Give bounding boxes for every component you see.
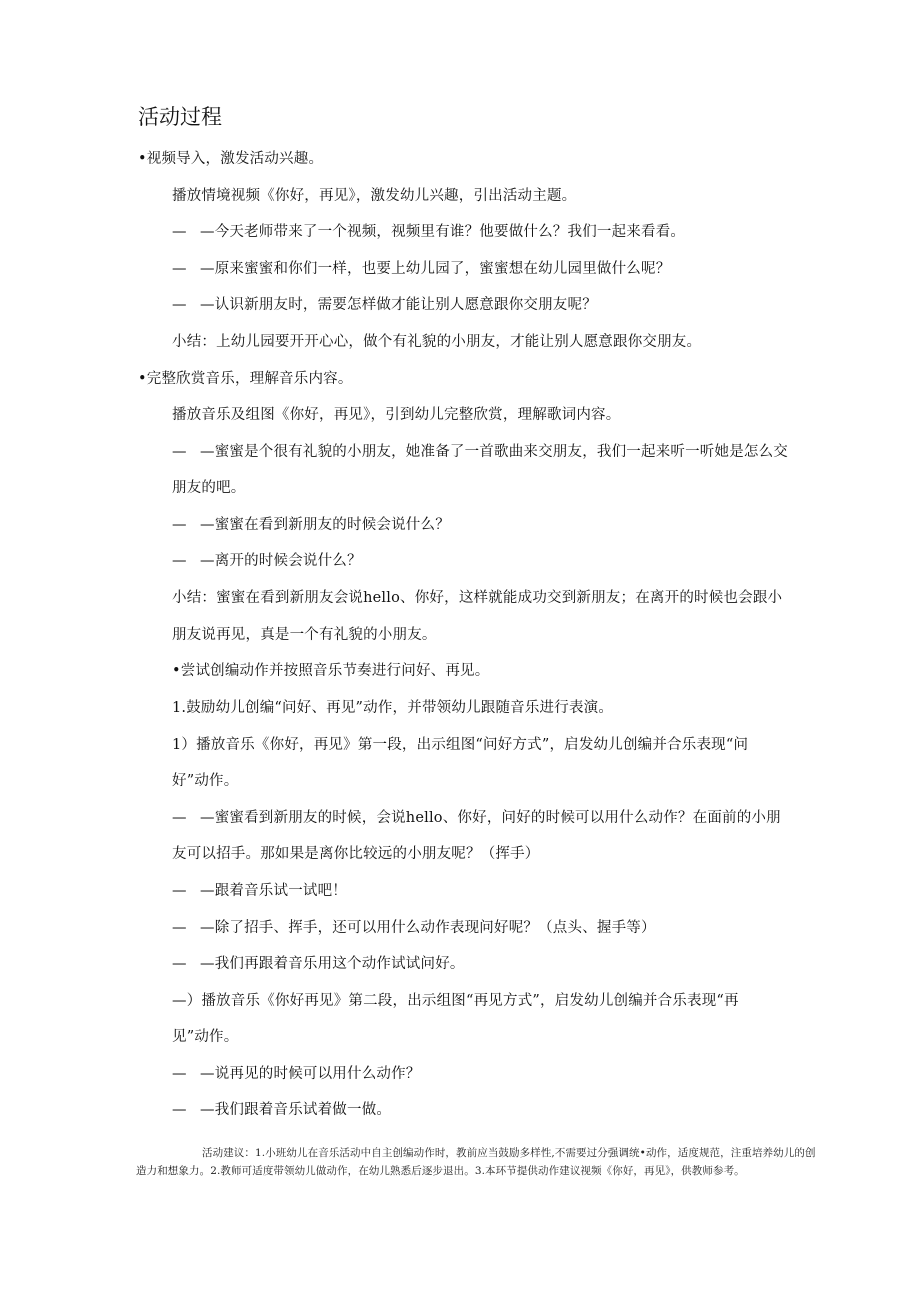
dash-mark: — bbox=[172, 810, 187, 826]
dialogue-text: —今天老师带来了一个视频，视频里有谁？他要做什么？我们一起来看看。 bbox=[200, 224, 686, 240]
summary-paragraph: 小结：蜜蜜在看到新朋友会说hello、你好，这样就能成功交到新朋友；在离开的时候也会跟小 bbox=[172, 590, 783, 606]
dialogue-line bbox=[172, 1064, 421, 1084]
dialogue-text: —除了招手、挥手，还可以用什么动作表现问好呢？（点头、握手等） bbox=[200, 920, 656, 936]
dash-mark: — bbox=[172, 444, 187, 460]
dash-mark: — bbox=[172, 1066, 187, 1082]
bullet-creative-movement: •尝试创编动作并按照音乐节奏进行问好、再见。 bbox=[172, 663, 490, 679]
paragraph-video-intro: 播放情境视频《你好，再见》，激发幼儿兴趣，引出活动主题。 bbox=[172, 188, 577, 204]
dialogue-continuation: 友可以招手。那如果是离你比较远的小朋友呢？（挥手） bbox=[172, 846, 540, 862]
dialogue-continuation: 朋友的吧。 bbox=[172, 480, 246, 496]
activity-suggestion-note: 活动建议：1.小班幼儿在音乐活动中自主创编动作时，教前应当鼓励多样性,不需要过分强调统•动作，适度规范，注重培养幼儿的创造力和想象力。2.教师可适度带领幼儿做动作，在幼儿熟悉后逐步退出。3.本环节提供动作建议视频《你好，再见》，供教师参考。 bbox=[136, 1147, 816, 1177]
dialogue-line bbox=[172, 551, 362, 571]
dialogue-line bbox=[172, 808, 781, 828]
dash-mark: — bbox=[172, 1102, 187, 1118]
dialogue-text: —原来蜜蜜和你们一样，也要上幼儿园了，蜜蜜想在幼儿园里做什么呢？ bbox=[200, 261, 671, 277]
dash-mark: — bbox=[172, 553, 187, 569]
dialogue-line bbox=[172, 295, 597, 315]
dash-mark: — bbox=[172, 297, 187, 313]
dash-mark: — bbox=[172, 224, 187, 240]
dialogue-line bbox=[172, 515, 450, 535]
dialogue-text: —跟着音乐试一试吧！ bbox=[200, 883, 347, 899]
summary-paragraph: 小结：上幼儿园要开开心心，做个有礼貌的小朋友，才能让别人愿意跟你交朋友。 bbox=[172, 334, 702, 350]
dialogue-line bbox=[172, 1100, 391, 1120]
dialogue-line bbox=[172, 259, 670, 279]
dialogue-line bbox=[172, 222, 685, 242]
dialogue-line bbox=[172, 881, 347, 901]
paragraph-music-intro: 播放音乐及组图《你好，再见》，引到幼儿完整欣赏，理解歌词内容。 bbox=[172, 407, 621, 423]
numbered-step: 1.鼓励幼儿创编“问好、再见”动作，并带领幼儿跟随音乐进行表演。 bbox=[172, 700, 614, 716]
sub-step: —）播放音乐《你好再见》第二段，出示组图“再见方式”，启发幼儿创编并合乐表现“再 bbox=[172, 993, 739, 1009]
dialogue-text: —蜜蜜看到新朋友的时候，会说hello、你好，问好的时候可以用什么动作？在面前的小朋 bbox=[200, 810, 781, 826]
dialogue-text: —蜜蜜在看到新朋友的时候会说什么？ bbox=[200, 517, 450, 533]
dialogue-line bbox=[172, 918, 656, 938]
dialogue-line bbox=[172, 442, 788, 462]
dash-mark: — bbox=[172, 883, 187, 899]
dash-mark: — bbox=[172, 261, 187, 277]
section-heading: 活动过程 bbox=[138, 105, 222, 129]
dialogue-text: —蜜蜜是个很有礼貌的小朋友，她准备了一首歌曲来交朋友，我们一起来听一听她是怎么交 bbox=[200, 444, 788, 460]
bullet-video-intro: •视频导入，激发活动兴趣。 bbox=[138, 151, 324, 167]
dialogue-text: —离开的时候会说什么？ bbox=[200, 553, 362, 569]
dialogue-text: —认识新朋友时，需要怎样做才能让别人愿意跟你交朋友呢？ bbox=[200, 297, 597, 313]
summary-continuation: 朋友说再见，真是一个有礼貌的小朋友。 bbox=[172, 627, 437, 643]
dialogue-line bbox=[172, 954, 465, 974]
dash-mark: — bbox=[172, 517, 187, 533]
dialogue-text: —我们再跟着音乐用这个动作试试问好。 bbox=[200, 956, 465, 972]
dialogue-text: —说再见的时候可以用什么动作？ bbox=[200, 1066, 421, 1082]
dialogue-text: —我们跟着音乐试着做一做。 bbox=[200, 1102, 392, 1118]
bullet-music-appreciation: •完整欣赏音乐，理解音乐内容。 bbox=[138, 371, 353, 387]
dash-mark: — bbox=[172, 956, 187, 972]
sub-step-continuation: 见”动作。 bbox=[172, 1029, 239, 1045]
sub-step-continuation: 好”动作。 bbox=[172, 773, 239, 789]
dash-mark: — bbox=[172, 920, 187, 936]
sub-step: 1）播放音乐《你好，再见》第一段，出示组图“问好方式”，启发幼儿创编并合乐表现“问 bbox=[172, 737, 749, 753]
